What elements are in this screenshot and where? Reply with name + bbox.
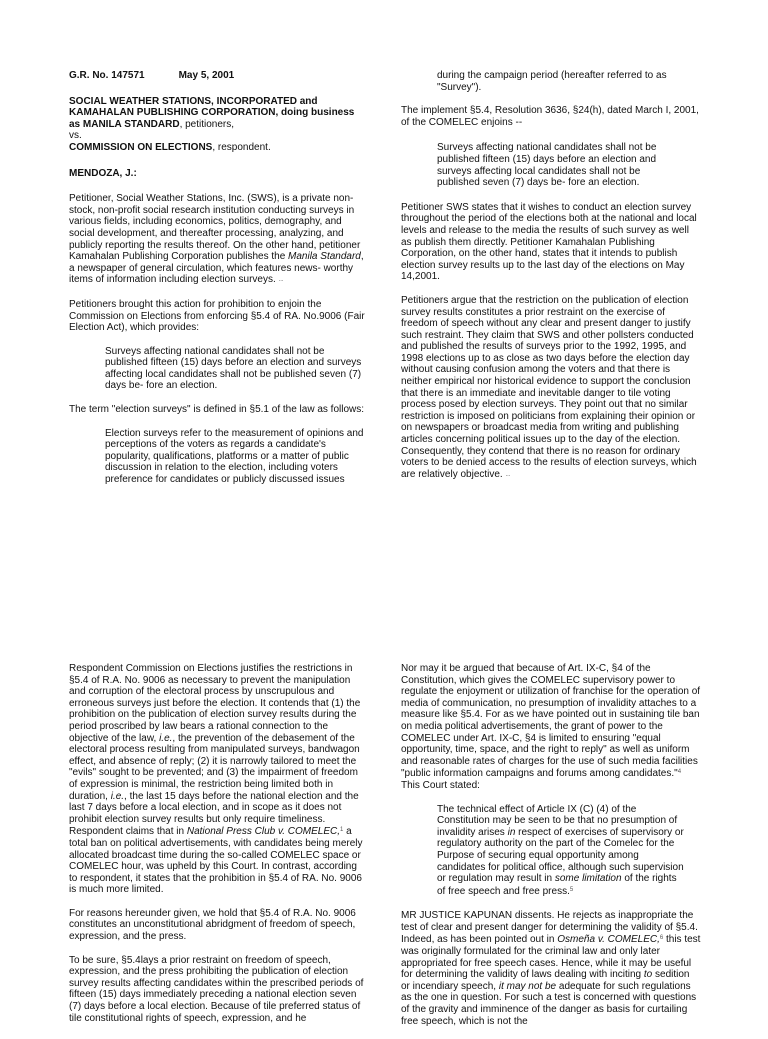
newspaper-title: Manila Standard <box>288 251 361 263</box>
top-right-column <box>401 70 701 493</box>
paragraph: For reasons hereunder given, we hold that §5.4 of R.A. No. 9006 constitutes an unconstitutional abridgment of freedom of speech, expression, and the press. <box>69 907 356 943</box>
paragraph-text: adequate for such regulations as the one in question. For such a test is concerned with questions of the gravity and imminence of the danger as basis for curtailing free speech, which is not the <box>401 980 697 1027</box>
paragraph-text: , the prevention of the debasement of the electoral process resulting from manipulated surveys, bandwagon effect, and absence of reply; (2) it is narrowly tailored to meet the "evils" sought to be prevented; and (3) the impairment of freedom of expression is minimal, the restriction being limited both in duration, <box>69 732 360 802</box>
quote-text: The technical effect of Article IX (C) (4) of the Constitution may be seen to be that no presumption of invalidity arises <box>437 803 678 838</box>
italic-text: i.e. <box>159 732 173 744</box>
footnote-marker[interactable]: 6 <box>659 935 664 942</box>
paragraph-text: a total ban on political advertisements, with candidates being merely allocated broadcast time during the so-called COMELEC space or COMELEC hour, was upheld by this Court. In contrast, according to respondent, it states that the prohibition in §5.4 of RA. No. 9006 is much more limited. <box>69 826 363 896</box>
paragraph: Petitioner SWS states that it wishes to conduct an election survey throughout the period of the elections both at the national and local levels and release to the media the results of such survey as well as publish them directly. Petitioner Kamahalan Publishing Corporation, on the other hand, states that it intends to publish election survey results up to the last day of the elections on May 14,2001. <box>401 201 697 283</box>
case-parties <box>69 96 365 154</box>
paragraph-text: this test was originally formulated for the criminal law and only later appropriated for free speech cases. Hence, while it may be useful for determining the validity of laws dealing with inciting <box>401 934 701 981</box>
paragraph-text: sedition or incendiary speech, <box>401 969 690 992</box>
italic-text: some limitation <box>554 873 622 885</box>
footnote-marker[interactable]: 4 <box>677 769 682 776</box>
paragraph-text: Nor may it be argued that because of Art. IX-C, §4 of the Constitution, which gives the COMELEC supervisory power to regulate the enjoyment or utilization of franchise for the operation of media of communication, no presumption of invalidity attaches to a measure like §5.4. For as we have pointed out in sustaining tile ban on media political advertisements, the grant of power to the COMELEC under Art. IX-C, §4 is limited to ensuring "equal opportunity, time, space, and the right to reply" as well as uniform and reasonable rates of charges for the use of such media facilities "public information campaigns and forums among candidates." <box>401 663 701 780</box>
petitioners-name: SOCIAL WEATHER STATIONS, INCORPORATED and KAMAHALAN PUBLISHING CORPORATION, doing business as MANILA STANDARD <box>69 95 355 130</box>
respondent-name: COMMISSION ON ELECTIONS <box>69 141 213 153</box>
italic-text: to <box>643 969 653 981</box>
block-quote: Election surveys refer to the measurement of opinions and perceptions of the voters as regards a candidate's popularity, qualifications, platforms or a matter of public discussion in relation to the election, including voters preference for candidates or publicly discussed issues <box>105 427 364 486</box>
paragraph: To be sure, §5.4lays a prior restraint on freedom of speech, expression, and the press prohibiting the publication of election survey results affecting candidates within the prescribed periods of fifteen (15) days immediately preceding a national election seven (7) days before a local election. Because of tile preferred status of tile constitutional rights of speech, expression, and he <box>69 954 364 1024</box>
italic-text: it may not be <box>498 980 557 992</box>
bottom-left-column <box>69 663 365 1036</box>
block-quote: Surveys affecting national candidates shall not be published fifteen (15) days before an election and surveys affecting local candidates shall not be published seven (7) days be- fore an election. <box>437 142 657 189</box>
paragraph <box>401 295 701 482</box>
case-citation: National Press Club v. COMELEC, <box>186 826 341 838</box>
footnote-marker[interactable]: 5 <box>569 886 574 893</box>
more-marker: ... <box>505 471 511 478</box>
block-quote <box>401 804 701 898</box>
gr-number: G.R. No. 147571 <box>69 70 145 81</box>
paragraph: Petitioners brought this action for prohibition to enjoin the Commission on Elections from enforcing §5.4 of RA. No.9006 (Fair Election Act), which provides: <box>69 298 365 334</box>
versus: vs. <box>69 130 82 142</box>
paragraph-text: This Court stated: <box>401 779 480 791</box>
respondent-role: , respondent. <box>212 141 271 153</box>
top-left-column <box>69 70 365 486</box>
ponente: MENDOZA, J.: <box>69 167 137 179</box>
block-quote-continued: during the campaign period (hereafter referred to as "Survey"). <box>437 70 667 93</box>
italic-text: i.e. <box>110 790 125 802</box>
paragraph <box>401 910 701 1027</box>
paragraph-text: Petitioners argue that the restriction on the publication of election survey results constitutes a prior restraint on the exercise of freedom of speech without any clear and present danger to justify such restraint. They claim that SWS and other pollsters conducted and published the results of surveys prior to the 1992, 1995, and 1998 elections up to as close as two days before the election day without causing confusion among the voters and that there is neither empirical nor historical evidence to support the conclusion that there is an immediate and inevitable danger to tile voting process posed by election surveys. They point out that no similar restriction is imposed on politicians from explaining their opinion or on newspapers or broadcast media from writing and publishing articles concerning political issues up to the day of the election. Consequently, they contend that there is no reason for ordinary voters to be denied access to the results of election surveys, which are relatively objective. <box>401 294 697 480</box>
paragraph <box>69 193 365 287</box>
case-citation: Osmeña v. COMELEC, <box>557 934 660 946</box>
paragraph: The term "election surveys" is defined in §5.1 of the law as follows: <box>69 404 365 416</box>
footnote-marker[interactable]: 1 <box>340 827 344 834</box>
more-marker: ... <box>278 277 284 284</box>
case-heading <box>69 70 365 82</box>
paragraph-text: , a newspaper of general circulation, which features news- worthy items of information including election surveys. <box>69 251 364 286</box>
paragraph-text: , the last 15 days before the national election and the last 7 days before a local election, and in scope as it does not prohibit election survey results but only require timeliness. Respondent claims that in <box>69 790 359 838</box>
paragraph-text: Respondent Commission on Elections justifies the restrictions in §5.4 of R.A. No. 9006 as necessary to prevent the manipulation and corruption of the electoral process by unscrupulous and erroneous surveys just before the election. It contends that (1) the prohibition on the publication of election survey results during the period proscribed by law bears a rational connection to the objective of the law, <box>69 663 361 744</box>
italic-text: in <box>507 826 516 838</box>
decision-date: May 5, 2001 <box>178 70 235 81</box>
paragraph <box>69 663 365 896</box>
bottom-right-column <box>401 663 701 1039</box>
paragraph <box>401 663 701 792</box>
quote-text: of the rights of free speech and free press. <box>437 873 677 897</box>
paragraph: The implement §5.4, Resolution 3636, §24(h), dated March I, 2001, of the COMELEC enjoins -- <box>401 105 699 128</box>
petitioners-role: , petitioners, <box>179 118 235 130</box>
block-quote: Surveys affecting national candidates shall not be published fifteen (15) days before an election and surveys affecting local candidates shall not be published seven (7) days be- fore an election. <box>105 345 362 392</box>
paragraph-text: MR JUSTICE KAPUNAN dissents. He rejects as inappropriate the test of clear and present danger for determining the validity of §5.4. Indeed, as has been pointed out in <box>401 910 698 946</box>
paragraph-text: Petitioner, Social Weather Stations, Inc. (SWS), is a private non-stock, non-profit social research institution conducting surveys in various fields, including economics, politics, demography, and social development, and thereafter processing, analyzing, and publicly reporting the results thereof. On the other hand, petitioner Kamahalan Publishing Corporation publishes the <box>69 193 361 263</box>
quote-text: respect of exercises of supervisory or regulatory authority on the part of the Comelec for the Purpose of securing equal opportunity among candidates for political office, although such supervision or regulation may result in <box>437 826 684 885</box>
